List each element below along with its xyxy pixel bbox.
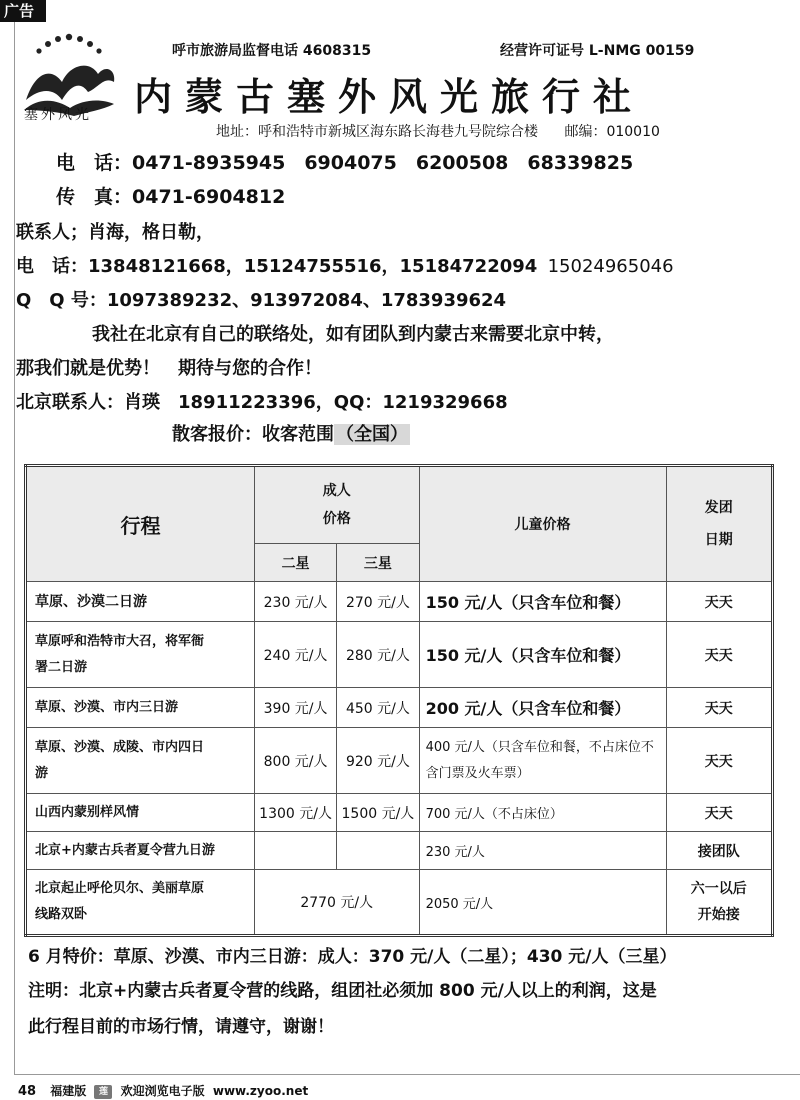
page-number: 48: [18, 1084, 37, 1099]
mobile-line: [16, 252, 674, 278]
price-star3: 1500 元/人: [337, 794, 419, 832]
price-star3: 920 元/人: [337, 728, 419, 794]
ad-label: 广告: [0, 0, 46, 22]
price-star2: [254, 832, 336, 870]
lotus-badge-icon: 莲: [94, 1085, 112, 1099]
beijing-contact: 北京联系人：肖瑛 18911223396，QQ：1219329668: [16, 392, 508, 413]
mobile-label: 电 话：: [16, 256, 88, 277]
price-star3: [337, 832, 419, 870]
footer: [18, 1082, 308, 1099]
table-row: [26, 870, 773, 936]
depart-date: 天天: [666, 582, 772, 622]
mobile-numbers: 13848121668，15124755516，15184722094: [88, 256, 538, 277]
header-star3: 三星: [337, 544, 419, 582]
agency-title: 内蒙古塞外风光旅行社: [134, 74, 645, 119]
table-row: [26, 728, 773, 794]
logo-caption: 塞外风光: [24, 107, 92, 123]
remark-line-2: 此行程目前的市场行情，请遵守，谢谢！: [28, 1017, 334, 1037]
special-offer: 6 月特价：草原、沙漠、市内三日游：成人：370 元/人（二星）；430 元/人（三星）: [28, 947, 677, 967]
address: [216, 121, 660, 141]
intro-line-2: 那我们就是优势！ 期待与您的合作！: [16, 358, 322, 379]
footer-rule: [14, 1074, 800, 1075]
depart-date: 六一以后开始接: [666, 870, 772, 936]
child-price: 200 元/人（只含车位和餐）: [419, 688, 666, 728]
price-star2: 390 元/人: [254, 688, 336, 728]
route-cell: 北京起止呼伦贝尔、美丽草原线路双卧: [26, 870, 255, 936]
child-price: 150 元/人（只含车位和餐）: [419, 622, 666, 688]
child-price: 400 元/人（只含车位和餐，不占床位不含门票及火车票）: [419, 728, 666, 794]
phone-numbers: 0471-8935945 6904075 6200508 68339825: [132, 152, 634, 174]
price-star3: 450 元/人: [337, 688, 419, 728]
header-star2: 二星: [254, 544, 336, 582]
postcode: 邮编：010010: [564, 124, 660, 140]
header-route: 行程: [26, 466, 255, 582]
header-adult-line1: 成人: [322, 483, 351, 499]
depart-date: 天天: [666, 728, 772, 794]
price-star2: 1300 元/人: [254, 794, 336, 832]
footer-url[interactable]: www.zyoo.net: [212, 1084, 309, 1098]
contact-people: 联系人；肖海，格日勒，: [16, 222, 214, 243]
price-table: [24, 464, 774, 937]
table-row: [26, 832, 773, 870]
qq-numbers: 1097389232、913972084、1783939624: [106, 290, 507, 311]
table-row: [26, 582, 773, 622]
price-star3: 280 元/人: [337, 622, 419, 688]
price-merged: 2770 元/人: [254, 870, 419, 936]
route-cell: 草原、沙漠、市内三日游: [26, 688, 255, 728]
scope-prefix: 散客报价：收客范围: [172, 424, 334, 445]
header-depart-line1: 发团: [704, 500, 733, 516]
child-price: 700 元/人（不占床位）: [419, 794, 666, 832]
child-price: 2050 元/人: [419, 870, 666, 936]
address-text: 地址：呼和浩特市新城区海东路长海巷九号院综合楼: [216, 124, 538, 140]
depart-date: 接团队: [666, 832, 772, 870]
supervision-hotline: 呼市旅游局监督电话 4608315: [172, 43, 372, 59]
phone-label: 电 话：: [56, 152, 133, 174]
price-star2: 230 元/人: [254, 582, 336, 622]
header-adult-line2: 价格: [322, 511, 351, 527]
scope-highlight: （全国）: [336, 424, 408, 445]
footer-slogan: 欢迎浏览电子版: [120, 1084, 205, 1098]
fax-line: [56, 182, 285, 209]
header-depart-line2: 日期: [704, 532, 733, 548]
price-star2: 240 元/人: [254, 622, 336, 688]
child-price: 230 元/人: [419, 832, 666, 870]
qq-label: Q Q 号：: [16, 290, 107, 311]
scope-line: [172, 420, 410, 446]
qq-line: [16, 286, 506, 312]
depart-date: 天天: [666, 794, 772, 832]
header-depart: [666, 466, 772, 582]
price-star3: 270 元/人: [337, 582, 419, 622]
child-price: 150 元/人（只含车位和餐）: [419, 582, 666, 622]
fax-number: 0471-6904812: [132, 186, 286, 208]
license-number: 经营许可证号 L-NMG 00159: [500, 43, 695, 59]
header-adult: [254, 466, 419, 544]
depart-date: 天天: [666, 688, 772, 728]
route-cell: 山西内蒙别样风情: [26, 794, 255, 832]
route-cell: 北京+内蒙古兵者夏令营九日游: [26, 832, 255, 870]
remark-line-1: 注明：北京+内蒙古兵者夏令营的线路，组团社必须加 800 元/人以上的利润，这是: [28, 981, 657, 1001]
price-star2: 800 元/人: [254, 728, 336, 794]
table-row: [26, 622, 773, 688]
edition-label: 福建版: [50, 1084, 87, 1098]
header-child: 儿童价格: [419, 466, 666, 582]
fax-label: 传 真：: [56, 186, 133, 208]
depart-date: 天天: [666, 622, 772, 688]
route-cell: 草原、沙漠二日游: [26, 582, 255, 622]
route-cell: 草原、沙漠、成陵、市内四日游: [26, 728, 255, 794]
table-row: [26, 688, 773, 728]
table-row: [26, 794, 773, 832]
intro-line-1: 我社在北京有自己的联络处，如有团队到内蒙古来需要北京中转，: [92, 324, 614, 345]
phone-line: [56, 148, 633, 175]
mobile-extra: 15024965046: [547, 256, 674, 277]
route-cell: 草原呼和浩特市大召，将军衙署二日游: [26, 622, 255, 688]
